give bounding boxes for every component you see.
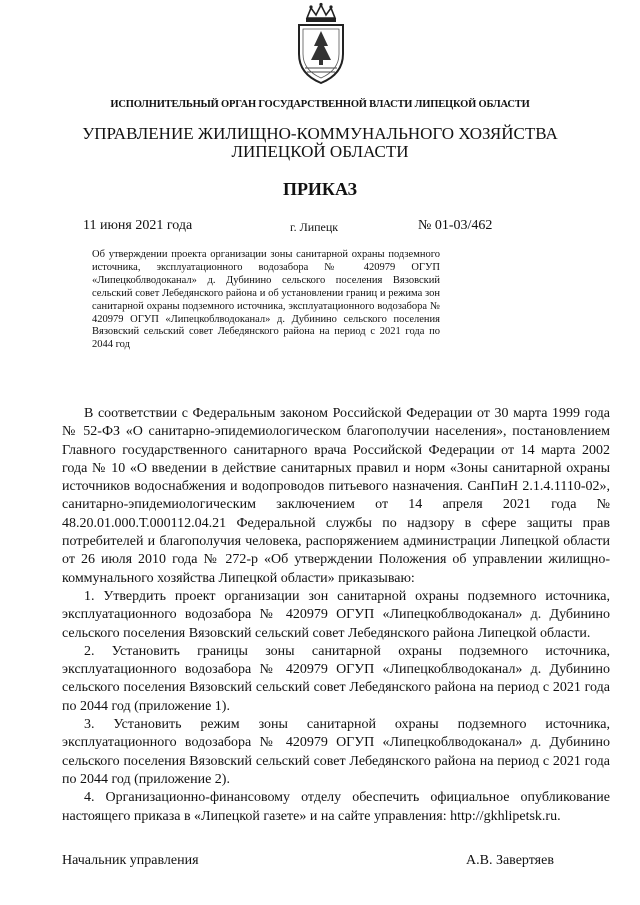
order-city: г. Липецк bbox=[290, 220, 339, 234]
order-item: 1. Утвердить проект организации зон санитарной охраны подземного источника, эксплуатационного водозабора № 420979 ОГУП «Липецкоблводоканал» д. Дубинино сельского поселения Вязовский сельский совет Лебедянского района Липецкой области. bbox=[62, 588, 610, 641]
department-name-line1: УПРАВЛЕНИЕ ЖИЛИЩНО-КОММУНАЛЬНОГО ХОЗЯЙСТВА bbox=[82, 124, 558, 143]
document-type: ПРИКАЗ bbox=[282, 179, 358, 199]
signatory-position: Начальник управления bbox=[62, 853, 199, 868]
department-name bbox=[0, 125, 640, 161]
signatory-name: А.В. Завертяев bbox=[466, 853, 554, 868]
order-date: 11 июня 2021 года bbox=[83, 218, 193, 233]
department-name-line2: ЛИПЕЦКОЙ ОБЛАСТИ bbox=[231, 142, 409, 161]
coat-of-arms-icon bbox=[289, 2, 353, 86]
order-item: 2. Установить границы зоны санитарной охраны подземного источника, эксплуатационного водозабора № 420979 ОГУП «Липецкоблводоканал» д. Дубинино сельского поселения Вязовский сельский совет Лебедянского района на период с 2021 года по 2044 год (приложение 1). bbox=[62, 643, 610, 714]
order-item: 3. Установить режим зоны санитарной охраны подземного источника, эксплуатационного водозабора № 420979 ОГУП «Липецкоблводоканал» д. Дубинино сельского поселения Вязовский сельский совет Лебедянского района на период с 2021 года по 2044 год (приложение 2). bbox=[62, 717, 610, 787]
preamble-paragraph: В соответствии с Федеральным законом Российской Федерации от 30 марта 1999 года № 52-ФЗ «О санитарно-эпидемиологическом благополучии населения», постановлением Главного государственного санитарного врача Российской Федерации от 14 марта 2002 года № 10 «О введении в действие санитарных правил и норм «Зоны санитарной охраны источников водоснабжения и водопроводов питьевого назначения. СанПиН 2.1.4.1110-02», санитарно-эпидемиологическим заключением от 14 апреля 2021 года № 48.20.01.000.Т.000112.04.21 Федеральной службы по надзору в сфере защиты прав потребителей и благополучия человека, распоряжением администрации Липецкой области от 26 июля 2010 года № 272-р «Об утверждении Положения об управлении жилищно-коммунального хозяйства Липецкой области» приказываю: bbox=[62, 406, 610, 586]
order-subject: Об утверждении проекта организации зоны санитарной охраны подземного источника, эксплуатационного водозабора № 420979 ОГУП «Липецкоблводоканал» д. Дубинино сельского поселения Вязовский сельский совет Лебедянского района и об установлении границ и режима зон санитарной охраны подземного источника, эксплуатационного водозабора № 420979 ОГУП «Липецкоблводоканал» д. Дубинино сельского поселения Вязовский сельский совет Лебедянского района на период с 2021 года по 2044 год bbox=[92, 249, 440, 351]
issuing-authority: ИСПОЛНИТЕЛЬНЫЙ ОРГАН ГОСУДАРСТВЕННОЙ ВЛАСТИ ЛИПЕЦКОЙ ОБЛАСТИ bbox=[110, 99, 530, 110]
order-item: 4. Организационно-финансовому отделу обеспечить официальное опубликование настоящего приказа в «Липецкой газете» и на сайте управления: http://gkhlipetsk.ru. bbox=[62, 790, 610, 824]
order-body bbox=[62, 405, 610, 826]
order-number: № 01-03/462 bbox=[418, 218, 493, 233]
